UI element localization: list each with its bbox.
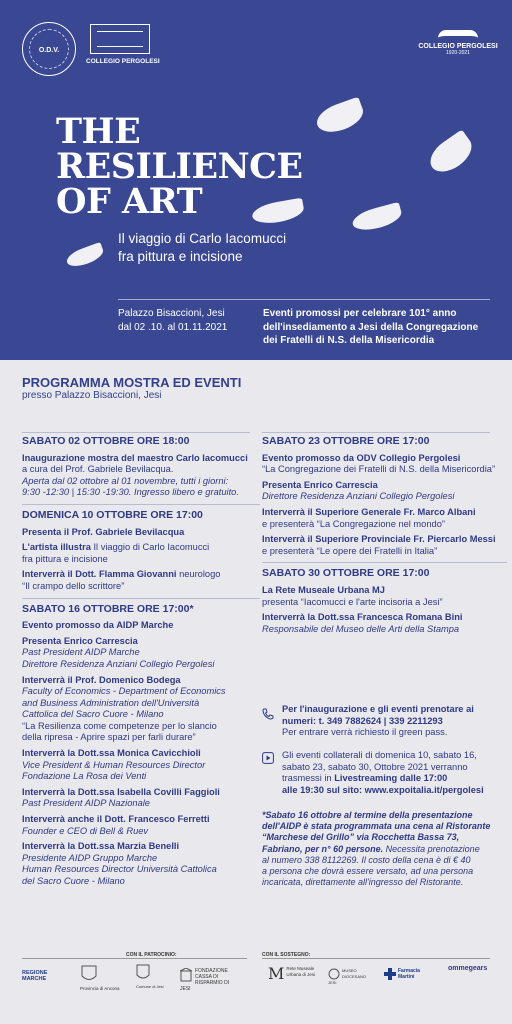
livestream-line: Livestreaming dalle 17:00 [334, 773, 448, 784]
building-icon [90, 24, 150, 54]
arches-icon [438, 30, 478, 40]
event-line: Interverrà anche il Dott. Francesco Ferretti [22, 814, 210, 825]
event-line: Inaugurazione mostra del maestro Carlo Iacomucci [22, 452, 248, 463]
title-line: THE [56, 111, 141, 152]
event-line: Interverrà il Superiore Provinciale Fr. Piercarlo Messi [262, 534, 496, 545]
promo-line: Eventi promossi per celebrare 101° anno [263, 308, 457, 319]
collegio-pergolesi-logo [86, 24, 160, 68]
play-icon [262, 752, 274, 764]
event-line: Evento promosso da AIDP Marche [22, 620, 174, 631]
ommegears-text: ommegears [448, 965, 488, 972]
section-divider [22, 504, 260, 505]
event-heading: SABATO 23 OTTOBRE ORE 17:00 [262, 435, 430, 447]
fondazione-building-icon [180, 968, 192, 982]
subtitle-line: Il viaggio di Carlo Iacomucci [118, 231, 287, 246]
event-line: Interverrà la Dott.ssa Isabella Covilli Faggioli [22, 786, 220, 797]
livestream-info [282, 750, 507, 796]
museo-text: MUSEO DIOCESANO JESI [328, 968, 367, 985]
patrocinio-label: CON IL PATROCINIO: [126, 952, 177, 958]
page-title [56, 111, 303, 222]
event-line: Interverrà il Dott. Flamma Giovanni [22, 569, 177, 580]
note-line: al numero 338 8112269. Il costo della cena è di € 40 [262, 854, 471, 865]
event-line: “La Resilienza come competenze per lo slancio [22, 720, 217, 731]
brush-stroke-decoration [424, 129, 478, 178]
event-line: Direttore Residenza Anziani Collegio Pergolesi [262, 491, 455, 502]
event-line: e presenterà “Le opere dei Fratelli in Italia” [262, 545, 438, 556]
subtitle-line: fra pittura e incisione [118, 249, 243, 264]
exhibition-location [118, 307, 227, 334]
brush-stroke-decoration [64, 242, 105, 270]
mj-icon: M [268, 964, 285, 983]
title-line: RESILIENCE [56, 146, 303, 187]
event-line: Interverrà il Superiore Generale Fr. Marco Albani [262, 506, 476, 517]
event-line: Responsabile del Museo delle Arti della Stampa [262, 623, 460, 634]
note-line: Necessita prenotazione [383, 843, 480, 854]
note-line: “Marchese del Grillo” via Rocchetta Bassa 73, [262, 832, 460, 843]
note-line: Fabriano, per n° 60 persone. [262, 843, 384, 854]
note-line: dell'AIDP è stata programmata una cena al Ristorante [262, 821, 491, 832]
program-subtitle: presso Palazzo Bisaccioni, Jesi [22, 390, 162, 401]
livestream-line: trasmessi in [282, 773, 335, 784]
fondazione-carisj-logo [180, 968, 240, 992]
event-line: Human Resources Director Università Cattolica [22, 864, 217, 875]
collegio-logo-name: COLLEGIO PERGOLESI [86, 58, 160, 65]
comune-crest-icon [136, 964, 150, 982]
section-divider [262, 562, 507, 563]
note-line: incaricata, direttamente all'ingresso del Ristorante. [262, 877, 464, 888]
provincia-ancona-logo [80, 964, 120, 992]
footer-divider [262, 958, 490, 959]
promo-line: dei Fratelli di N.S. della Misericordia [263, 335, 435, 346]
promo-text [263, 307, 503, 348]
event-line: Direttore Residenza Anziani Collegio Pergolesi [22, 658, 215, 669]
museo-diocesano-logo [328, 968, 373, 986]
collegio-pergolesi-anniversary-logo [418, 30, 498, 56]
note-line: *Sabato 16 ottobre al termine della presentazione [262, 810, 473, 820]
right-logo-name: COLLEGIO PERGOLESI [418, 43, 498, 50]
farmacia-text: Farmacia Martini [398, 968, 420, 980]
event-heading: SABATO 16 OTTOBRE ORE 17:00* [22, 602, 194, 615]
regione-marche-logo [22, 970, 56, 982]
event-heading: SABATO 30 OTTOBRE ORE 17:00 [262, 567, 430, 580]
note-line: a persona che dovrà essere versato, ad una persona [262, 866, 474, 877]
brush-stroke-decoration [313, 97, 367, 138]
event-line: Vice President & Human Resources Director [22, 759, 206, 770]
odv-logo [22, 22, 76, 76]
event-line: Il viaggio di Carlo Iacomucci [90, 542, 210, 553]
fondazione-text: FONDAZIONE CASSA DI RISPARMIO DI JESI [180, 968, 230, 992]
left-column [22, 436, 260, 888]
footer-divider [22, 958, 247, 959]
event-line: neurologo [176, 569, 221, 580]
event-line: e presenterà “La Congregazione nel mondo” [262, 518, 445, 529]
booking-info [282, 704, 507, 739]
odv-logo-text: O.D.V. [38, 47, 60, 54]
event-line: La Rete Museale Urbana MJ [262, 584, 385, 595]
right-logo-years: 1920-2021 [446, 50, 470, 56]
booking-line: Per entrare verrà richiesto il green pass. [282, 727, 448, 738]
event-line: della ripresa - Aprire spazi per farli durare” [22, 732, 196, 743]
farmacia-martini-logo [384, 968, 434, 980]
event-line: del Sacro Cuore - Milano [22, 876, 125, 886]
livestream-url[interactable]: alle 19:30 sul sito: www.expoitalia.it/pergolesi [282, 784, 484, 795]
promo-line: dell'insediamento a Jesi della Congregazione [263, 321, 479, 333]
title-line: OF ART [56, 181, 203, 222]
event-line: Presenta il Prof. Gabriele Bevilacqua [22, 526, 185, 537]
rete-text: Rete Museale Urbana di Jesi [286, 966, 316, 977]
museo-circle-icon [328, 968, 340, 980]
event-line: Founder e CEO di Bell & Ruev [22, 825, 149, 836]
event-heading: DOMENICA 10 OTTOBRE ORE 17:00 [22, 508, 203, 521]
comune-text: Comune di Jesi [136, 984, 164, 989]
header-banner [0, 0, 512, 360]
location-line: Palazzo Bisaccioni, Jesi [118, 308, 225, 319]
right-column [262, 436, 507, 635]
event-line: Presenta Enrico Carrescia [262, 479, 378, 490]
event-line: fra pittura e incisione [22, 553, 108, 564]
section-divider [262, 432, 490, 433]
livestream-line: sabato 23, sabato 30, Ottobre 2021 verranno [282, 761, 468, 772]
section-divider [22, 432, 250, 433]
program-title: PROGRAMMA MOSTRA ED EVENTI [22, 375, 242, 390]
event-line: Presenta Enrico Carrescia [22, 635, 138, 646]
dinner-note [262, 810, 502, 888]
booking-phone: numeri: t. 349 7882624 | 339 2211293 [282, 715, 443, 726]
event-line: “Il crampo dello scrittore” [22, 580, 125, 591]
event-line: Aperta dal 02 ottobre al 01 novembre, tutti i giorni: [22, 475, 229, 486]
event-line: Past President AIDP Marche [22, 647, 140, 658]
livestream-line: Gli eventi collaterali di domenica 10, sabato 16, [282, 750, 477, 760]
phone-icon [262, 708, 274, 720]
rete-museale-logo [268, 966, 318, 982]
event-line: “La Congregazione dei Fratelli di N.S. della Misericordia” [262, 464, 496, 475]
section-divider [22, 598, 260, 599]
event-line: Faculty of Economics - Department of Economics [22, 686, 226, 697]
event-line: Presidente AIDP Gruppo Marche [22, 852, 158, 863]
event-line: and Business Administration dell'Università [22, 697, 200, 708]
header-divider [118, 299, 490, 300]
farmacia-cross-icon [384, 968, 396, 980]
event-line: L'artista illustra [22, 542, 91, 553]
event-line: Interverrà il Prof. Domenico Bodega [22, 674, 181, 685]
sostegno-label: CON IL SOSTEGNO: [262, 952, 311, 958]
booking-line: Per l'inaugurazione e gli eventi prenotare ai [282, 704, 474, 714]
provincia-crest-icon [80, 964, 98, 984]
event-heading: SABATO 02 OTTOBRE ORE 18:00 [22, 435, 190, 447]
event-line: Interverrà la Dott.ssa Marzia Benelli [22, 841, 180, 852]
regione-marche-text: REGIONE MARCHE [22, 970, 48, 982]
event-line: Past President AIDP Nazionale [22, 798, 150, 809]
event-line: Fondazione La Rosa dei Venti [22, 771, 147, 782]
event-line: Cattolica del Sacro Cuore - Milano [22, 709, 164, 720]
comune-jesi-logo [136, 964, 166, 990]
event-line: Evento promosso da ODV Collegio Pergolesi [262, 452, 461, 463]
event-line: presenta “Iacomucci e l'arte incisoria a Jesi” [262, 596, 443, 607]
event-line: Interverrà la Dott.ssa Monica Cavicchioli [22, 748, 201, 759]
event-line: Interverrà la Dott.ssa Francesca Romana Bini [262, 612, 463, 623]
dates-line: dal 02 .10. al 01.11.2021 [118, 321, 228, 333]
ommegears-logo [448, 966, 494, 972]
event-line: 9:30 -12:30 | 15:30 -19:30. Ingresso libero e gratuito. [22, 487, 239, 498]
brush-stroke-decoration [350, 202, 403, 234]
event-line: a cura del Prof. Gabriele Bevilacqua. [22, 464, 174, 475]
provincia-text: Provincia di Ancona [80, 986, 120, 991]
subtitle [118, 230, 286, 266]
